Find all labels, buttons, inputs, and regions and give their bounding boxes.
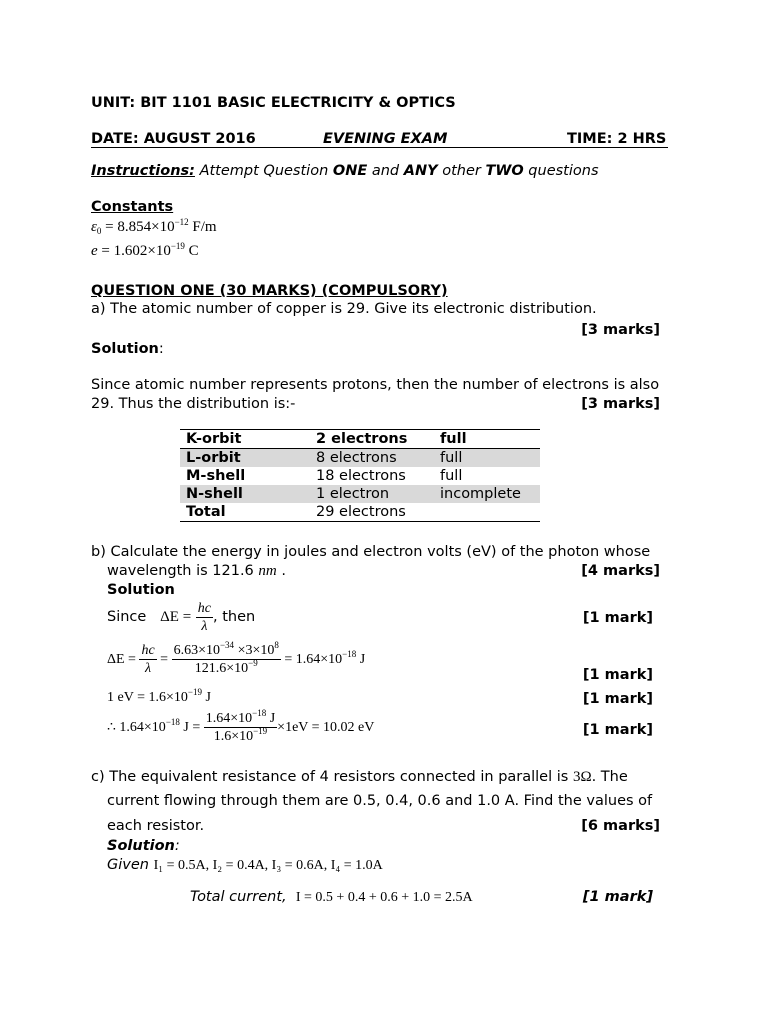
table-cell: incomplete [434, 485, 540, 503]
constant-epsilon: $\varepsilon_0 = 8.854\times 10^{-12}$ F/m [91, 217, 217, 236]
mark-ev: [1 mark] [582, 691, 653, 707]
question-c-line-1: c) The equivalent resistance of 4 resistors connected in parallel is 3Ω. The [91, 769, 628, 785]
table-cell: 2 electrons [310, 430, 434, 449]
energy-equation: ΔE = $\frac{hc}{\lambda}$ = $\frac{6.63\times 10^{-34} \times 3\times 10^8}{121.6\times 10^{-9}}$ = $1.64\times 10^{-18}$ J [107, 640, 366, 677]
table-cell: full [434, 430, 540, 449]
table-cell [434, 503, 540, 522]
question-b-solution-label: Solution [107, 582, 175, 598]
solution-label: Solution: [91, 341, 164, 357]
constants-heading: Constants [91, 199, 174, 215]
table-cell: full [434, 449, 540, 468]
table-row [180, 449, 540, 468]
question-c-marks: [6 marks] [581, 818, 660, 834]
mark-since: [1 mark] [582, 610, 653, 626]
question-a-text: a) The atomic number of copper is 29. Give its electronic distribution. [91, 301, 597, 317]
solution-marks: [3 marks] [581, 396, 660, 412]
exam-date: DATE: AUGUST 2016 [91, 131, 256, 147]
table-cell: M-shell [186, 468, 246, 484]
exam-session: EVENING EXAM [323, 131, 448, 147]
question-c-line-2: current flowing through them are 0.5, 0.4, 0.6 and 1.0 A. Find the values of [107, 793, 653, 809]
table-row [180, 430, 540, 449]
table-cell: K-orbit [180, 430, 310, 449]
table-cell: 29 electrons [310, 503, 434, 522]
mark-energy: [1 mark] [582, 667, 653, 683]
question-one-heading: QUESTION ONE (30 MARKS) (COMPULSORY) [91, 283, 448, 299]
instructions: Instructions: Attempt Question ONE and ANY other TWO questions [91, 163, 599, 179]
question-c-solution-label: Solution: [107, 838, 180, 854]
table-cell: 18 electrons [316, 468, 406, 484]
electron-volt-definition: 1 eV = $1.6\times 10^{-19}$ J [107, 687, 211, 705]
electron-distribution-table [180, 429, 540, 522]
table-cell: full [440, 468, 463, 484]
question-b-line-1: b) Calculate the energy in joules and electron volts (eV) of the photon whose [91, 544, 651, 560]
question-c-line-3: each resistor. [107, 818, 205, 834]
table-row [180, 503, 540, 522]
table-cell: L-orbit [180, 449, 310, 468]
header-rule [91, 147, 668, 148]
exam-time: TIME: 2 HRS [567, 131, 667, 147]
table-row [180, 485, 540, 503]
table-cell: 1 electron [310, 485, 434, 503]
question-a-marks: [3 marks] [581, 322, 660, 338]
table-cell: N-shell [180, 485, 310, 503]
mark-conversion: [1 mark] [582, 722, 653, 738]
given-currents: Given I₁ = 0.5A, I₂ = 0.4A, I₃ = 0.6A, I₄ = 1.0A [107, 857, 383, 873]
question-b-marks: [4 marks] [581, 563, 660, 579]
conversion-equation: ∴ $1.64\times 10^{-18}$ J = $\frac{1.64\times 10^{-18} J}{1.6\times 10^{-19}}$ ×1eV = 10.02 eV [107, 708, 375, 745]
table-cell: 8 electrons [310, 449, 434, 468]
since-formula: Since ΔE = $\frac{hc}{\lambda}$ , then [107, 600, 256, 634]
question-b-line-2: wavelength is 121.6 nm . [107, 563, 286, 579]
table-row [180, 467, 540, 485]
solution-line-1: Since atomic number represents protons, then the number of electrons is also [91, 377, 660, 393]
unit-title: UNIT: BIT 1101 BASIC ELECTRICITY & OPTICS [91, 95, 456, 111]
table-cell: Total [180, 503, 310, 522]
total-current: Total current, I = 0.5 + 0.4 + 0.6 + 1.0 = 2.5A [190, 889, 473, 905]
solution-line-2: 29. Thus the distribution is:- [91, 396, 296, 412]
constant-electron-charge: $e = 1.602\times 10^{-19}$ C [91, 241, 199, 259]
mark-total-current: [1 mark] [582, 889, 653, 905]
